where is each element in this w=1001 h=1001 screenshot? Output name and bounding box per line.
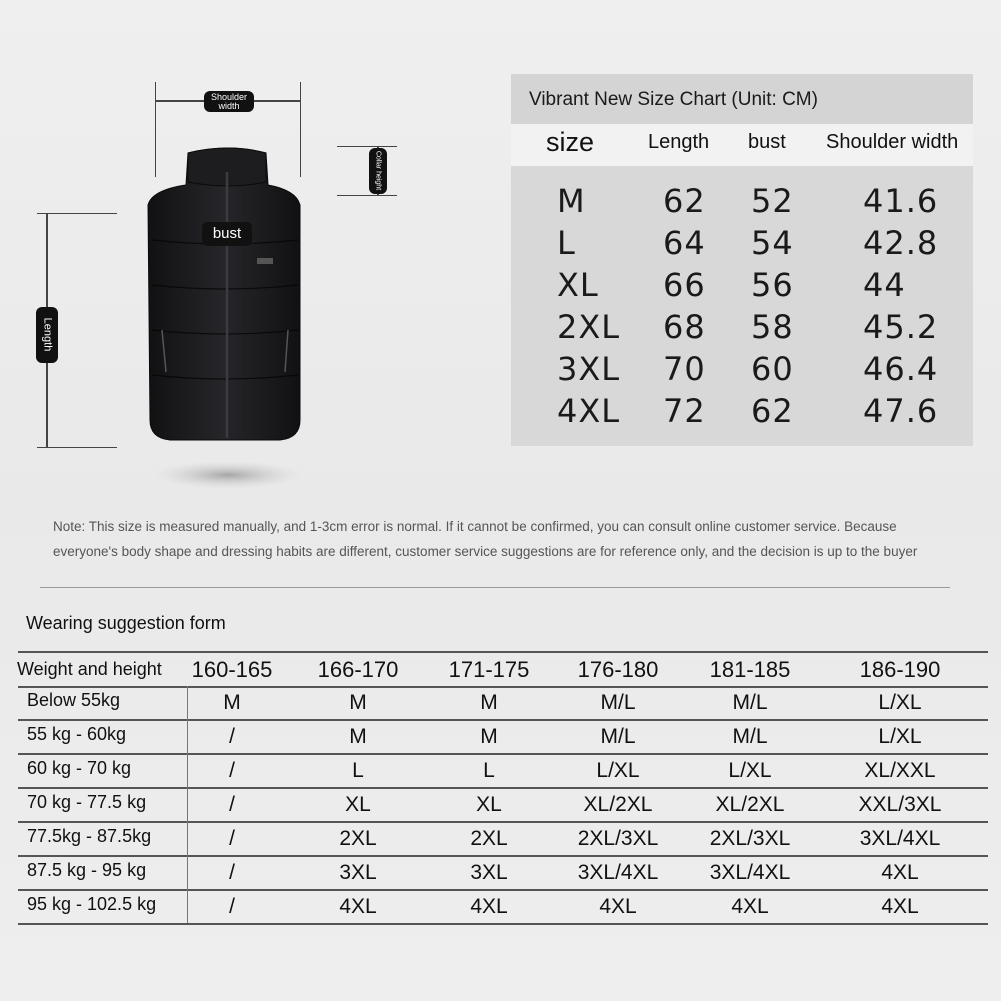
height-header: 160-165	[191, 657, 273, 682]
suggested-size-cell: 2XL	[339, 827, 377, 850]
measurement-note: Note: This size is measured manually, and 1-3cm error is normal. If it cannot be confirmed, you can consult online customer service. Because everyone's body shape and dressing habits are different, customer service suggestions are for reference only, and the decision is up to the buyer	[53, 519, 918, 559]
bust-tag	[202, 222, 252, 246]
suggested-size-cell: XL/XXL	[864, 759, 936, 782]
size-chart-size-cell: 2XL	[557, 308, 621, 346]
suggested-size-cell: 4XL	[881, 861, 919, 884]
size-chart-value-cell: 68	[663, 308, 706, 346]
suggested-size-cell: /	[229, 827, 235, 850]
suggested-size-cell: M	[480, 691, 498, 714]
weight-label: 87.5 kg - 95 kg	[27, 860, 147, 880]
size-chart-size-cell: 4XL	[557, 392, 621, 430]
wearing-suggestion-title: Wearing suggestion form	[26, 613, 226, 633]
suggested-size-cell: XL/2XL	[715, 793, 785, 816]
size-chart-value-cell: 66	[663, 266, 706, 304]
collar-guide-top	[337, 146, 397, 147]
header-size: size	[546, 127, 595, 157]
weight-label: Below 55kg	[27, 690, 121, 710]
shoulder-guide-right	[300, 82, 301, 177]
shoulder-width-label: Shoulder width	[210, 92, 248, 111]
size-chart	[511, 74, 973, 446]
suggested-size-cell: /	[229, 725, 235, 748]
table-rule	[18, 753, 988, 755]
size-chart-value-cell: 41.6	[863, 182, 939, 220]
suggested-size-cell: L	[352, 759, 364, 782]
suggested-size-cell: M/L	[732, 725, 768, 748]
length-guide-top	[37, 213, 117, 214]
suggested-size-cell: M	[349, 691, 367, 714]
shoulder-width-tag	[204, 91, 254, 112]
suggested-size-cell: L/XL	[878, 691, 922, 714]
size-chart-value-cell: 60	[751, 350, 794, 388]
size-chart-value-cell: 42.8	[863, 224, 939, 262]
suggested-size-cell: L	[483, 759, 495, 782]
vest-illustration	[0, 0, 480, 510]
suggested-size-cell: 4XL	[881, 895, 919, 918]
bust-label: bust	[212, 225, 242, 242]
size-chart-value-cell: 62	[663, 182, 706, 220]
size-chart-size-cell: M	[557, 182, 586, 220]
size-chart-value-cell: 46.4	[863, 350, 939, 388]
size-chart-size-cell: XL	[557, 266, 599, 304]
suggested-size-cell: 4XL	[731, 895, 769, 918]
size-chart-value-cell: 70	[663, 350, 706, 388]
length-tag	[36, 307, 58, 363]
suggested-size-cell: 2XL/3XL	[709, 827, 791, 850]
header-shoulder-width: Shoulder width	[826, 131, 959, 153]
suggested-size-cell: 3XL	[339, 861, 377, 884]
table-rule	[18, 855, 988, 857]
size-chart-value-cell: 56	[751, 266, 794, 304]
weight-label: 95 kg - 102.5 kg	[27, 894, 157, 914]
weight-label: 70 kg - 77.5 kg	[27, 792, 147, 812]
suggested-size-cell: L/XL	[878, 725, 922, 748]
suggested-size-cell: L/XL	[728, 759, 772, 782]
height-header: 181-185	[709, 657, 791, 682]
corner-header: Weight and height	[17, 659, 162, 679]
collar-height-tag	[369, 148, 387, 194]
header-bust: bust	[748, 131, 786, 153]
suggested-size-cell: M	[480, 725, 498, 748]
suggested-size-cell: 4XL	[470, 895, 508, 918]
table-rule	[18, 719, 988, 721]
suggested-size-cell: XL	[476, 793, 502, 816]
vest-image	[0, 0, 480, 510]
collar-height-label: Collar height	[374, 150, 382, 191]
suggested-size-cell: L/XL	[596, 759, 640, 782]
height-header: 186-190	[859, 657, 941, 682]
suggested-size-cell: /	[229, 895, 235, 918]
size-chart-value-cell: 45.2	[863, 308, 939, 346]
suggested-size-cell: XL	[345, 793, 371, 816]
suggested-size-cell: /	[229, 793, 235, 816]
suggested-size-cell: M/L	[600, 725, 636, 748]
weight-column-divider	[187, 686, 188, 923]
suggested-size-cell: M	[349, 725, 367, 748]
size-chart-value-cell: 47.6	[863, 392, 939, 430]
suggested-size-cell: 4XL	[339, 895, 377, 918]
size-chart-title: Vibrant New Size Chart (Unit: CM)	[529, 89, 818, 110]
length-guide-bottom	[37, 447, 117, 448]
suggested-size-cell: 3XL/4XL	[577, 861, 659, 884]
suggested-size-cell: 2XL/3XL	[577, 827, 659, 850]
size-chart-value-cell: 58	[751, 308, 794, 346]
shoulder-guide-left	[155, 82, 156, 177]
note-divider	[40, 587, 950, 588]
table-rule	[18, 787, 988, 789]
header-length: Length	[648, 131, 710, 153]
weight-label: 60 kg - 70 kg	[27, 758, 132, 778]
size-chart-value-cell: 44	[863, 266, 906, 304]
size-chart-size-cell: L	[557, 224, 576, 262]
size-chart-value-cell: 52	[751, 182, 794, 220]
suggested-size-cell: 3XL/4XL	[859, 827, 941, 850]
suggested-size-cell: /	[229, 861, 235, 884]
size-chart-value-cell: 64	[663, 224, 706, 262]
size-chart-value-cell: 72	[663, 392, 706, 430]
weight-label: 55 kg - 60kg	[27, 724, 127, 744]
collar-guide-bottom	[337, 195, 397, 196]
suggested-size-cell: XXL/3XL	[858, 793, 942, 816]
height-header: 166-170	[317, 657, 399, 682]
suggested-size-cell: 3XL	[470, 861, 508, 884]
size-chart-size-cell: 3XL	[557, 350, 621, 388]
suggested-size-cell: 3XL/4XL	[709, 861, 791, 884]
suggested-size-cell: M/L	[732, 691, 768, 714]
suggested-size-cell: XL/2XL	[583, 793, 653, 816]
table-rule	[18, 651, 988, 653]
height-header: 176-180	[577, 657, 659, 682]
size-chart-value-cell: 62	[751, 392, 794, 430]
table-rule	[18, 821, 988, 823]
length-label: Length	[41, 317, 54, 352]
table-rule	[18, 923, 988, 925]
suggested-size-cell: M/L	[600, 691, 636, 714]
height-header: 171-175	[448, 657, 530, 682]
weight-label: 77.5kg - 87.5kg	[27, 826, 152, 846]
suggested-size-cell: 4XL	[599, 895, 637, 918]
suggested-size-cell: 2XL	[470, 827, 508, 850]
suggested-size-cell: M	[223, 691, 241, 714]
size-chart-value-cell: 54	[751, 224, 794, 262]
table-rule	[18, 686, 988, 688]
suggested-size-cell: /	[229, 759, 235, 782]
table-rule	[18, 889, 988, 891]
